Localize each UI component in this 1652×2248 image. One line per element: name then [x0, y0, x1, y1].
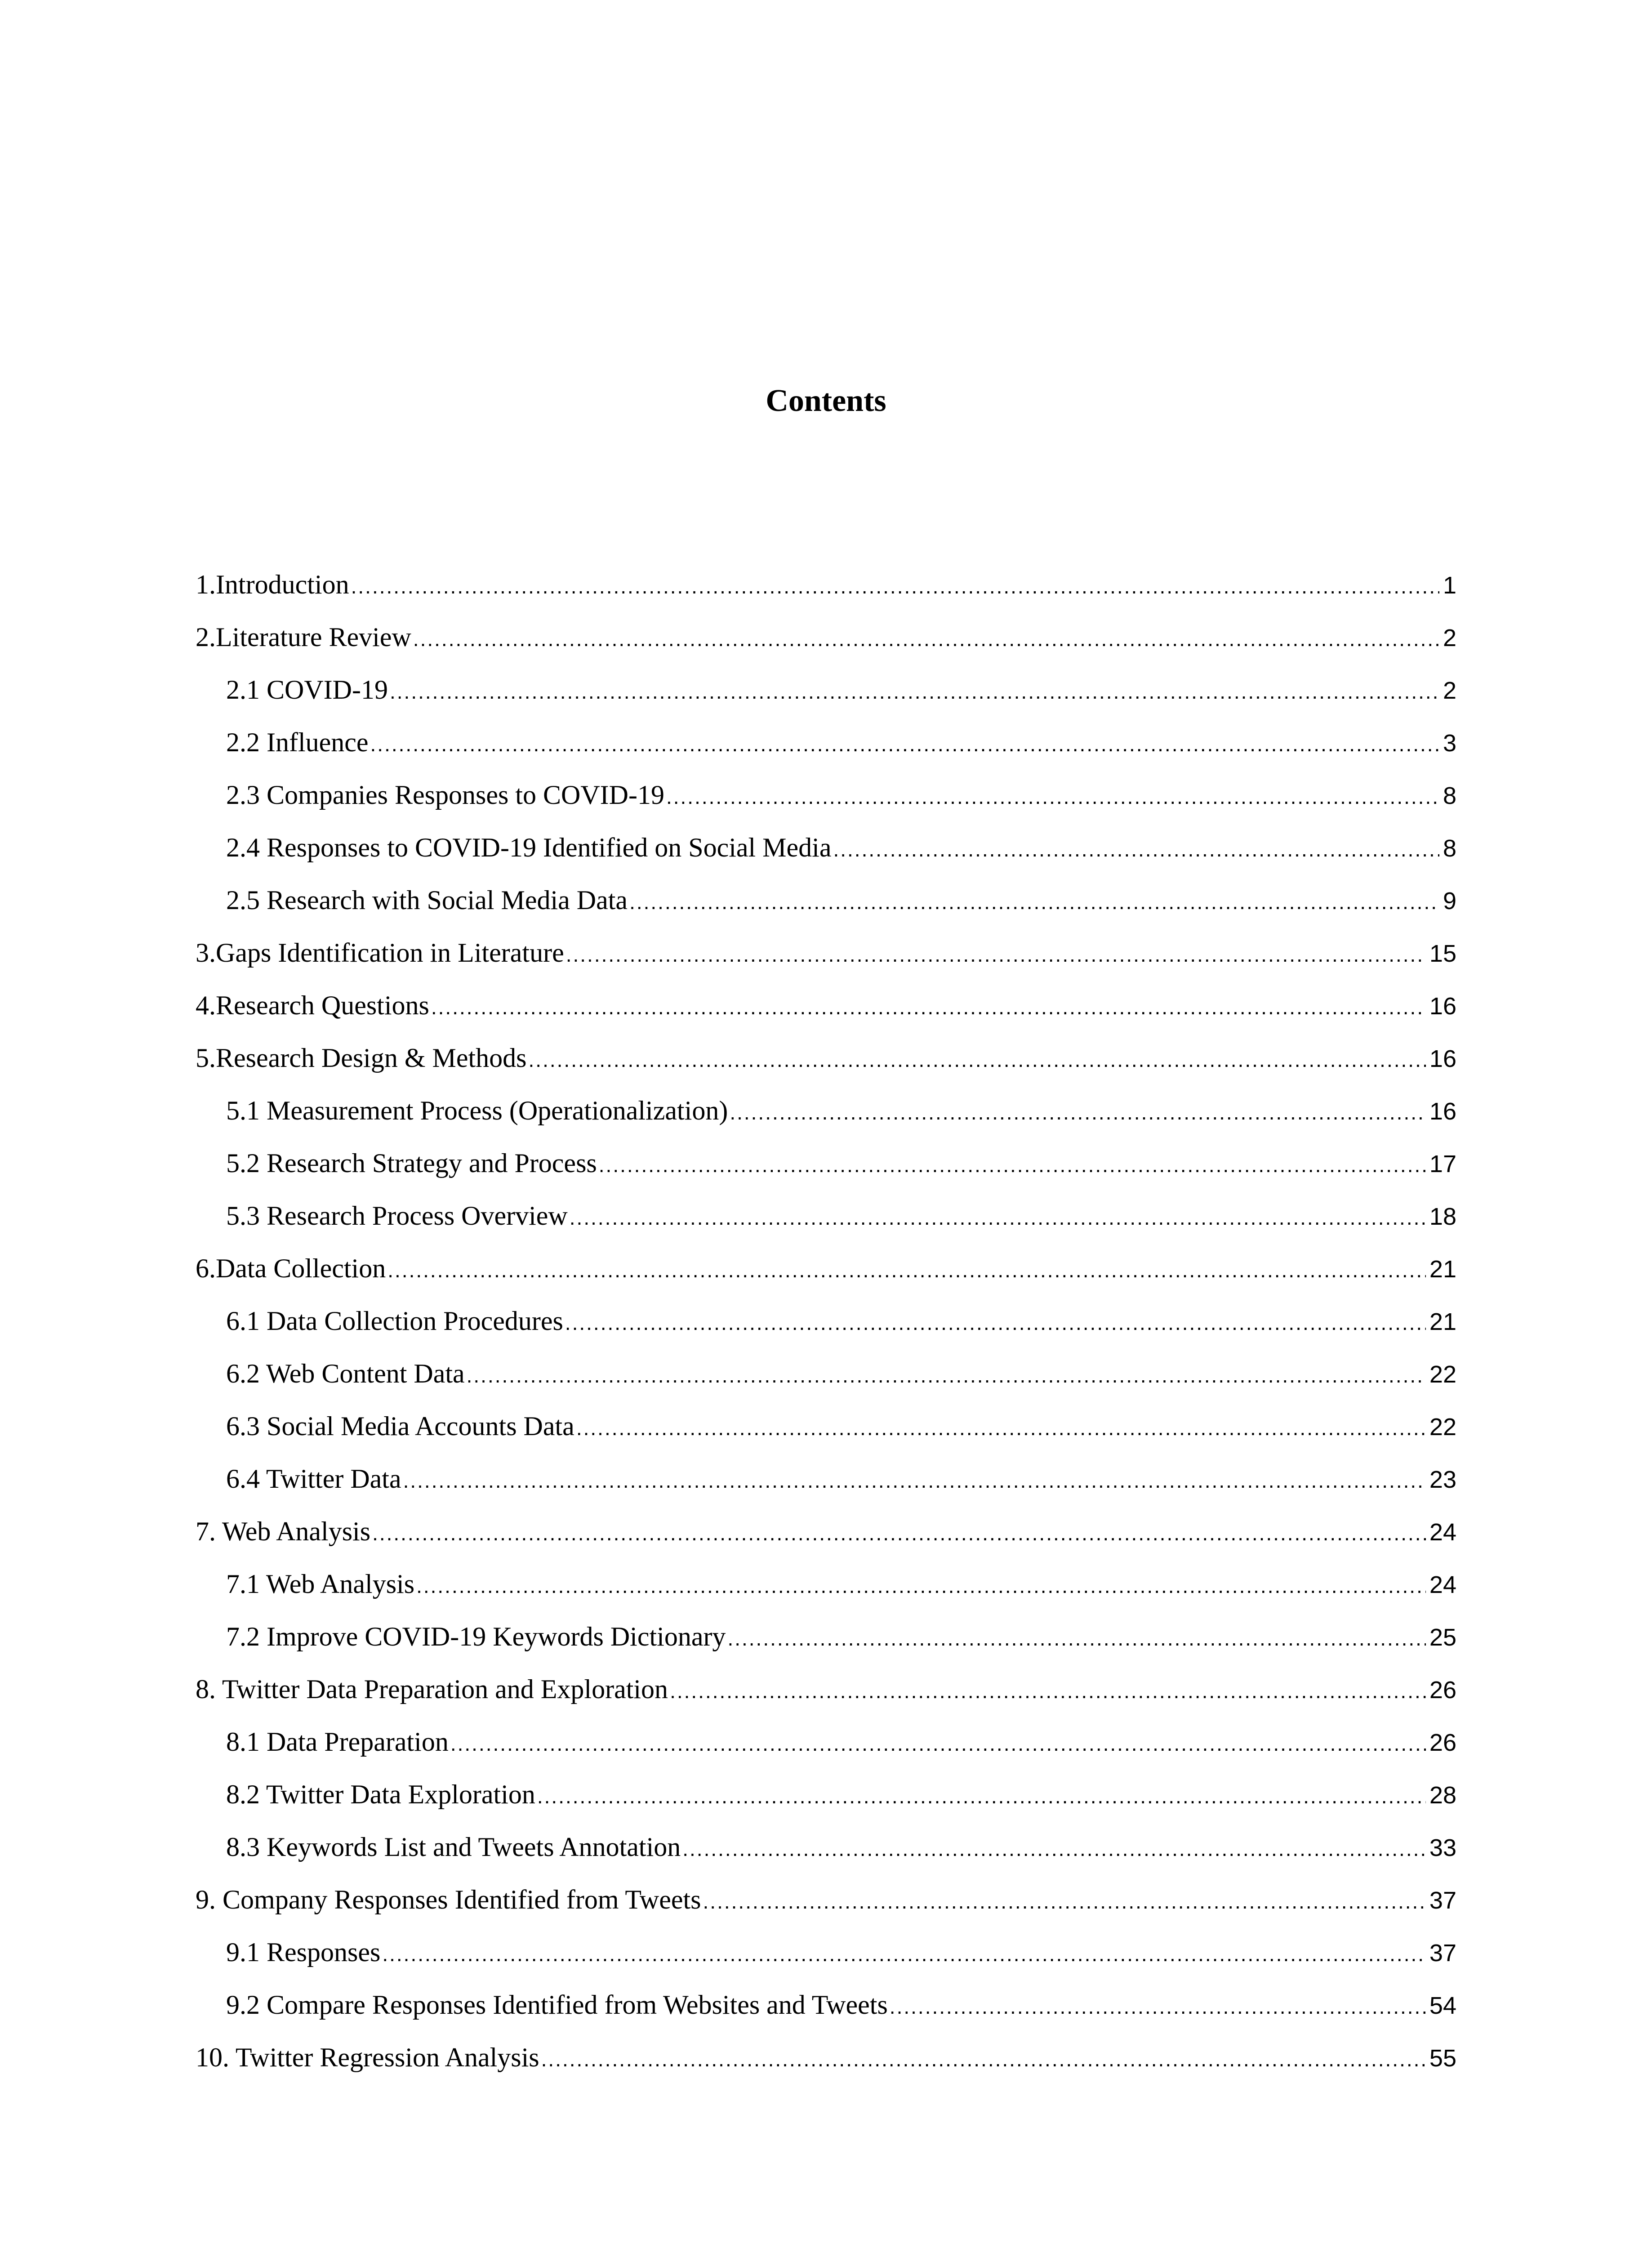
toc-page-number: 54	[1429, 1992, 1456, 2019]
toc-entry[interactable]	[196, 1676, 1456, 1728]
toc-entry[interactable]	[196, 1360, 1456, 1413]
toc-entry-title: 5.1 Measurement Process (Operationalization)	[226, 1096, 728, 1125]
toc-entry[interactable]	[196, 834, 1456, 887]
toc-entry[interactable]	[196, 1833, 1456, 1886]
toc-entry-title: 5.2 Research Strategy and Process	[226, 1148, 597, 1178]
toc-page-number: 2	[1443, 677, 1456, 704]
toc-page-number: 21	[1429, 1308, 1456, 1335]
dot-leader	[566, 944, 1426, 965]
toc-entry[interactable]	[196, 729, 1456, 781]
dot-leader	[382, 1944, 1426, 1964]
toc-entry[interactable]	[196, 1939, 1456, 1991]
toc-entry-title: 7. Web Analysis	[196, 1517, 371, 1546]
toc-entry[interactable]	[196, 992, 1456, 1044]
dot-leader	[467, 1365, 1426, 1386]
toc-entry-title: 9.1 Responses	[226, 1937, 381, 1967]
dot-leader	[351, 576, 1439, 597]
dot-leader	[833, 839, 1439, 860]
toc-entry-title: 4.Research Questions	[196, 990, 429, 1020]
toc-entry[interactable]	[196, 1570, 1456, 1623]
toc-entry[interactable]	[196, 1150, 1456, 1202]
toc-page-number: 16	[1429, 993, 1456, 1020]
toc-entry-title: 6.Data Collection	[196, 1253, 386, 1283]
toc-entry[interactable]	[196, 1781, 1456, 1833]
toc-entry-title: 5.Research Design & Methods	[196, 1043, 527, 1073]
dot-leader	[576, 1418, 1426, 1438]
toc-entry-title: 2.2 Influence	[226, 727, 369, 757]
toc-entry-title: 6.4 Twitter Data	[226, 1464, 401, 1494]
toc-page-number: 26	[1429, 1677, 1456, 1704]
toc-entry[interactable]	[196, 781, 1456, 834]
toc-page-number: 18	[1429, 1203, 1456, 1230]
toc-entry-title: 6.2 Web Content Data	[226, 1359, 465, 1388]
dot-leader	[403, 1470, 1426, 1491]
toc-page-number: 17	[1429, 1151, 1456, 1178]
dot-leader	[629, 892, 1439, 912]
toc-entry[interactable]	[196, 887, 1456, 939]
dot-leader	[730, 1102, 1426, 1123]
dot-leader	[431, 997, 1426, 1017]
toc-entry[interactable]	[196, 624, 1456, 676]
toc-page-number: 55	[1429, 2045, 1456, 2072]
toc-page-number: 23	[1429, 1466, 1456, 1493]
toc-entry-title: 7.1 Web Analysis	[226, 1569, 415, 1599]
dot-leader	[450, 1733, 1426, 1754]
toc-entry-title: 8. Twitter Data Preparation and Exploration	[196, 1674, 668, 1704]
toc-page-number: 3	[1443, 730, 1456, 757]
toc-entry[interactable]	[196, 1307, 1456, 1360]
toc-page-number: 28	[1429, 1782, 1456, 1809]
toc-page-number: 24	[1429, 1519, 1456, 1546]
toc-entry[interactable]	[196, 939, 1456, 992]
toc-entry-title: 8.3 Keywords List and Tweets Annotation	[226, 1832, 681, 1862]
dot-leader	[372, 1523, 1426, 1543]
toc-entry[interactable]	[196, 1202, 1456, 1255]
toc-entry[interactable]	[196, 1991, 1456, 2044]
dot-leader	[666, 786, 1439, 807]
dot-leader	[416, 1575, 1426, 1596]
toc-entry[interactable]	[196, 1886, 1456, 1939]
toc-page-number: 22	[1429, 1414, 1456, 1441]
dot-leader	[541, 2049, 1426, 2070]
dot-leader	[890, 1996, 1426, 2017]
toc-page-number: 24	[1429, 1571, 1456, 1598]
toc-entry[interactable]	[196, 2044, 1456, 2096]
table-of-contents	[196, 571, 1456, 2096]
toc-page-number: 25	[1429, 1624, 1456, 1651]
dot-leader	[703, 1891, 1426, 1912]
toc-page-number: 21	[1429, 1256, 1456, 1283]
toc-entry-title: 2.1 COVID-19	[226, 675, 388, 705]
toc-page-number: 37	[1429, 1940, 1456, 1967]
dot-leader	[682, 1838, 1426, 1859]
toc-entry-title: 2.Literature Review	[196, 622, 411, 652]
toc-entry-title: 6.3 Social Media Accounts Data	[226, 1411, 574, 1441]
toc-entry[interactable]	[196, 1728, 1456, 1781]
toc-page-number: 9	[1443, 888, 1456, 914]
dot-leader	[390, 681, 1439, 702]
toc-entry[interactable]	[196, 1044, 1456, 1097]
dot-leader	[413, 629, 1439, 649]
page-title: Contents	[766, 383, 886, 418]
toc-entry-title: 5.3 Research Process Overview	[226, 1201, 568, 1231]
toc-page-number: 16	[1429, 1098, 1456, 1125]
toc-page-number: 15	[1429, 940, 1456, 967]
toc-page-number: 16	[1429, 1045, 1456, 1072]
toc-page-number: 8	[1443, 782, 1456, 809]
dot-leader	[387, 1260, 1426, 1280]
dot-leader	[670, 1681, 1426, 1701]
dot-leader	[370, 734, 1439, 754]
toc-entry[interactable]	[196, 1623, 1456, 1676]
toc-entry-title: 7.2 Improve COVID-19 Keywords Dictionary	[226, 1622, 726, 1651]
toc-entry-title: 8.1 Data Preparation	[226, 1727, 449, 1757]
toc-entry-title: 1.Introduction	[196, 570, 349, 599]
toc-entry-title: 2.5 Research with Social Media Data	[226, 885, 628, 915]
dot-leader	[529, 1049, 1426, 1070]
dot-leader	[537, 1786, 1426, 1806]
toc-page-number: 1	[1443, 572, 1456, 599]
toc-page-number: 33	[1429, 1834, 1456, 1861]
toc-entry-title: 2.4 Responses to COVID-19 Identified on Social Media	[226, 833, 832, 862]
toc-page-number: 2	[1443, 624, 1456, 651]
toc-page-number: 8	[1443, 835, 1456, 862]
toc-entry[interactable]	[196, 1465, 1456, 1518]
toc-entry-title: 9.2 Compare Responses Identified from Websites and Tweets	[226, 1990, 888, 2020]
dot-leader	[727, 1628, 1425, 1649]
dot-leader	[599, 1155, 1426, 1175]
toc-entry[interactable]	[196, 1097, 1456, 1150]
toc-page-number: 22	[1429, 1361, 1456, 1388]
toc-entry-title: 8.2 Twitter Data Exploration	[226, 1780, 535, 1809]
toc-entry-title: 2.3 Companies Responses to COVID-19	[226, 780, 664, 810]
dot-leader	[565, 1312, 1426, 1333]
toc-entry[interactable]	[196, 676, 1456, 729]
toc-page-number: 37	[1429, 1887, 1456, 1914]
toc-entry-title: 6.1 Data Collection Procedures	[226, 1306, 563, 1336]
toc-entry[interactable]	[196, 571, 1456, 624]
toc-entry-title: 9. Company Responses Identified from Tweets	[196, 1885, 701, 1914]
toc-entry[interactable]	[196, 1413, 1456, 1465]
toc-entry-title: 10. Twitter Regression Analysis	[196, 2043, 539, 2072]
dot-leader	[570, 1207, 1426, 1228]
toc-entry-title: 3.Gaps Identification in Literature	[196, 938, 564, 968]
toc-entry[interactable]	[196, 1255, 1456, 1307]
toc-page-number: 26	[1429, 1729, 1456, 1756]
toc-entry[interactable]	[196, 1518, 1456, 1570]
